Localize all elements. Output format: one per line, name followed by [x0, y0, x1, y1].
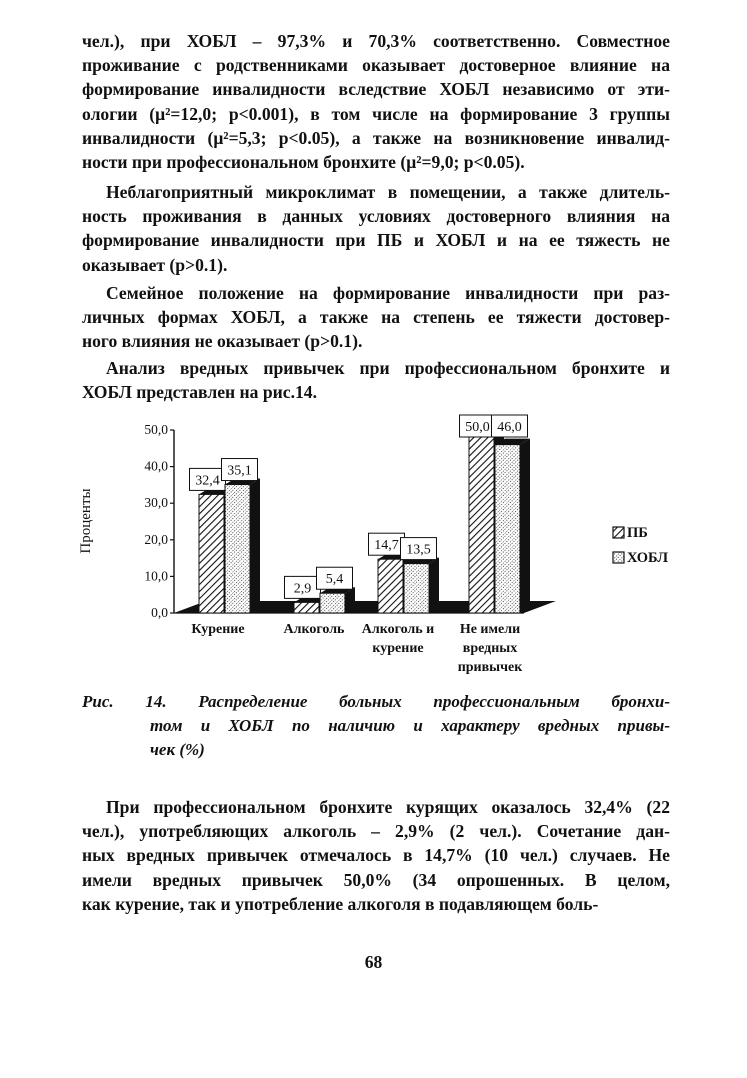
text-line: чел.), употребляющих алкоголь – 2,9% (2 чел.). Сочетание дан- — [82, 821, 670, 842]
bar-side — [429, 558, 439, 613]
text-line: проживание с родственниками оказывает достоверное влияние на — [82, 55, 670, 76]
paragraph-4 — [82, 356, 670, 404]
text-line: как курение, так и употребление алкоголя в подавляющем боль- — [82, 893, 599, 914]
x-category-label: Алкоголь — [283, 622, 345, 637]
legend-swatch — [613, 552, 624, 563]
caption-line-1: Рис. 14. Распределение больных профессиональным бронхи- — [82, 692, 670, 711]
x-category-label: вредных — [462, 641, 518, 656]
paragraph-2 — [82, 180, 670, 277]
x-category-label: Не имели — [459, 622, 521, 637]
data-label: 2,9 — [293, 581, 312, 597]
y-axis-title: Проценты — [78, 488, 94, 554]
page-number: 68 — [364, 952, 383, 972]
y-tick-label: 20,0 — [144, 531, 168, 547]
bar-pb — [378, 559, 403, 613]
text-line: чел.), при ХОБЛ – 97,3% и 70,3% соответственно. Совместное — [82, 31, 670, 51]
text-line: личных формах ХОБЛ, а также на степень ее тяжести достовер- — [82, 307, 670, 328]
text-line: Семейное положение на формирование инвалидности при раз- — [106, 283, 670, 303]
caption-line-3: чек (%) — [150, 740, 205, 759]
paragraph-3 — [82, 281, 670, 354]
x-category-label: привычек — [457, 660, 523, 675]
x-category-label: курение — [372, 641, 424, 656]
text-line: ных вредных привычек отмечалось в 14,7% (10 чел.) случаев. Не — [82, 845, 670, 866]
text-line: инвалидности (μ²=5,3; p<0.05), а также на возникновение инвалид- — [82, 127, 670, 148]
x-category-label: Алкоголь и — [361, 622, 435, 637]
bar-copd — [320, 593, 345, 613]
text-line: ность проживания в данных условиях достоверного влияния на — [82, 206, 670, 227]
text-line: формирование инвалидности при ПБ и ХОБЛ и на ее тяжесть не — [82, 230, 670, 251]
legend-label: ХОБЛ — [627, 550, 669, 566]
bar-pb — [199, 494, 224, 613]
bar-copd — [495, 445, 520, 613]
text-line: ного влияния не оказывает (p>0.1). — [82, 331, 363, 352]
data-label: 14,7 — [374, 538, 399, 554]
bar-pb — [294, 602, 319, 613]
data-label: 35,1 — [227, 463, 252, 479]
legend-label: ПБ — [627, 525, 648, 541]
text-line: имели вредных привычек 50,0% (34 опрошенных. В целом, — [82, 869, 670, 890]
text-line: ХОБЛ представлен на рис.14. — [82, 382, 317, 403]
paragraph-after-figure — [82, 795, 670, 916]
data-label: 46,0 — [497, 420, 522, 435]
y-tick-label: 30,0 — [144, 495, 168, 511]
text-line: оказывает (p>0.1). — [82, 254, 228, 275]
bar-side — [520, 439, 530, 613]
bar-copd — [225, 485, 250, 613]
paragraph-1 — [82, 29, 670, 174]
bar-copd — [404, 564, 429, 613]
text-line: ности при профессиональном бронхите (μ²=9,0; p<0.05). — [82, 152, 525, 173]
text-line: Неблагоприятный микроклимат в помещении, а также длитель- — [106, 182, 670, 202]
bar-pb — [469, 430, 494, 613]
data-label: 50,0 — [465, 420, 490, 435]
y-tick-label: 50,0 — [144, 422, 168, 437]
bar-side — [250, 479, 260, 613]
text-line: формирование инвалидности вследствие ХОБЛ независимо от эти- — [82, 79, 670, 100]
figure-caption — [82, 690, 670, 762]
caption-line-2: том и ХОБЛ по наличию и характеру вредных привы- — [150, 716, 670, 735]
y-tick-label: 0,0 — [151, 605, 168, 620]
text-line: Анализ вредных привычек при профессиональном бронхите и — [106, 358, 670, 378]
bar-chart-figure-14 — [60, 405, 690, 690]
data-label: 32,4 — [195, 473, 220, 489]
data-label: 13,5 — [406, 542, 431, 558]
text-line: При профессиональном бронхите курящих оказалось 32,4% (22 — [106, 797, 670, 817]
legend-swatch — [613, 527, 624, 538]
y-tick-label: 10,0 — [144, 568, 168, 584]
x-category-label: Курение — [191, 622, 245, 637]
data-label: 5,4 — [325, 572, 344, 588]
y-tick-label: 40,0 — [144, 458, 168, 474]
text-line: ологии (μ²=12,0; p<0.001), в том числе на формирование 3 группы — [82, 103, 670, 124]
